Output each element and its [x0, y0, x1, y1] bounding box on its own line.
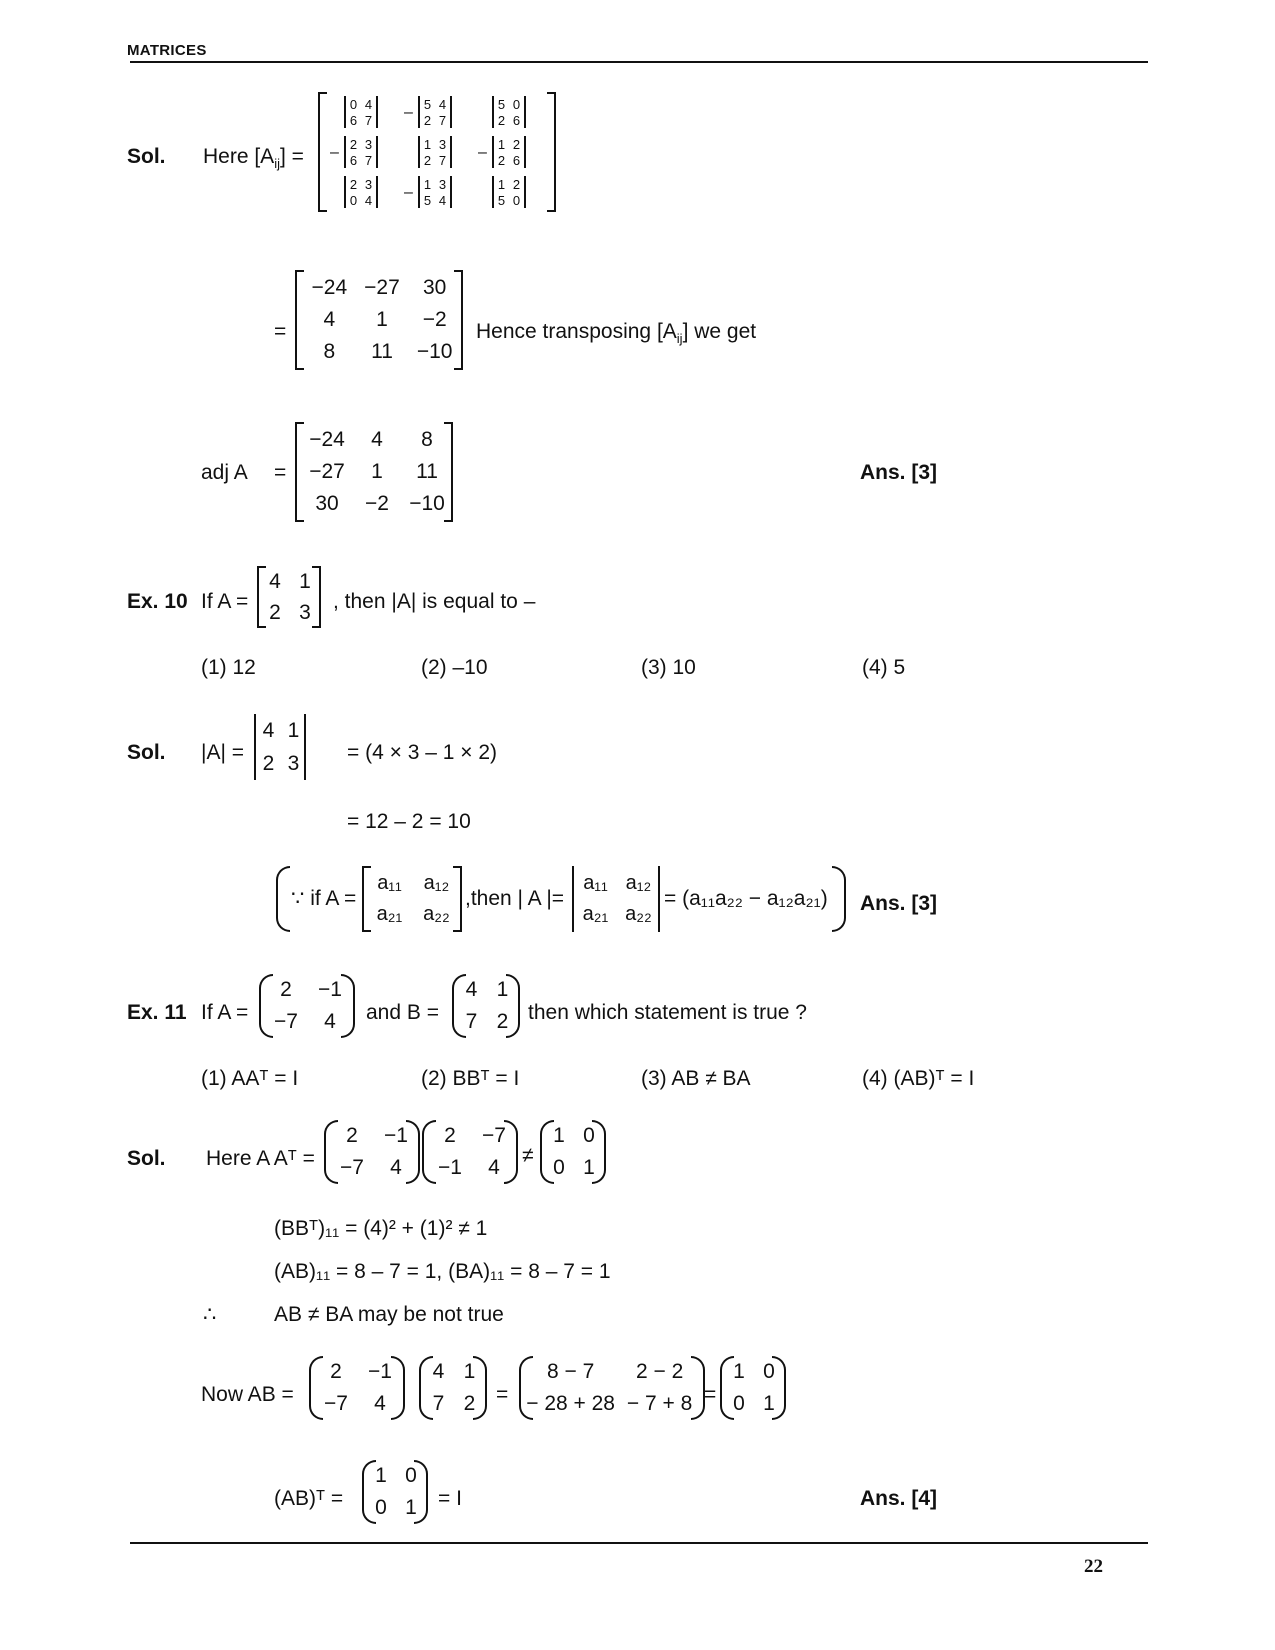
matrix-cell: 2 [269, 600, 281, 624]
step-1: = (4 × 3 – 1 × 2) [347, 741, 498, 764]
here-aat: Here A Aᵀ = [206, 1147, 315, 1170]
matrix-cell: 30 [422, 276, 447, 299]
matrix-cell: 1 [376, 308, 388, 331]
matrix-cell: −1 [318, 978, 342, 1001]
det-label: |A| = [201, 741, 245, 764]
minor-cell: 6 [512, 152, 521, 168]
minor-determinant [344, 96, 378, 128]
sol-label: Sol. [127, 741, 166, 764]
matrix-cell: a₂₁ [582, 903, 609, 925]
matrix-cell: a₁₂ [625, 872, 652, 894]
matrix-b-grid [456, 974, 518, 1038]
minor-determinant [492, 176, 526, 208]
minor-cell: 3 [364, 176, 373, 192]
minor-determinant [492, 96, 526, 128]
option-4: (4) 5 [862, 656, 906, 679]
matrix-cell: 1 [405, 1496, 417, 1519]
matrix-cell: 4 [324, 1010, 336, 1033]
matrix-cell: a₁₁ [583, 872, 608, 894]
now-ab: Now AB = [201, 1383, 294, 1406]
equals-sign: = [496, 1383, 509, 1406]
line-ab: (AB)₁₁ = 8 – 7 = 1, (BA)₁₁ = 8 – 7 = 1 [274, 1260, 611, 1283]
question-text: then which statement is true ? [528, 1001, 807, 1024]
minor-cell: 7 [438, 152, 447, 168]
cofactor-matrix-grid [303, 272, 461, 368]
matrix-cell: 1 [733, 1360, 745, 1383]
then-text: ,then | A |= [465, 887, 565, 910]
general-matrix-grid [366, 868, 460, 930]
minor-cell: 7 [364, 112, 373, 128]
matrix-cell: 0 [733, 1392, 745, 1415]
matrix-cell: 2 [444, 1124, 456, 1147]
matrix-cell: − 28 + 28 [526, 1392, 615, 1415]
minor-cell: 0 [512, 96, 521, 112]
sol-label: Sol. [127, 1147, 166, 1170]
matrix-cell: 3 [299, 600, 311, 624]
minor-cell: 5 [497, 96, 506, 112]
therefore-symbol: ∴ [203, 1303, 217, 1326]
identity-matrix-grid [544, 1120, 604, 1184]
minor-cell: 5 [423, 192, 432, 208]
matrix-cell: a₂₁ [376, 903, 403, 925]
matrix-cell: 1 [553, 1124, 565, 1147]
matrix-cell: − 7 + 8 [626, 1392, 693, 1415]
minor-cell: 7 [438, 112, 447, 128]
matrix-cell: 11 [371, 340, 393, 363]
page-header-title: MATRICES [127, 42, 207, 59]
minor-cell: 2 [497, 112, 506, 128]
matrix-cell: −2 [365, 492, 389, 515]
matrix-cell: 30 [315, 492, 339, 515]
matrix-cell: −10 [409, 492, 445, 515]
abt-matrix-grid [366, 1460, 426, 1524]
matrix-cell: 2 − 2 [635, 1360, 684, 1383]
line-maybe: AB ≠ BA may be not true [274, 1303, 504, 1326]
matrix-cell: a₂₂ [423, 903, 450, 925]
matrix-cell: 1 [583, 1156, 595, 1179]
matrix-cell: 4 [488, 1156, 500, 1179]
matrix-cell: −7 [274, 1010, 298, 1033]
matrix-cell: −24 [311, 276, 348, 299]
minor-cell: 3 [364, 136, 373, 152]
answer: Ans. [4] [860, 1487, 938, 1510]
because-text: ∵ if A = [291, 887, 357, 910]
matrix-m1-grid [330, 1120, 418, 1184]
minor-cell: 5 [423, 96, 432, 112]
minor-cell: 1 [423, 176, 432, 192]
minor-determinant [418, 176, 452, 208]
option-3: (3) AB ≠ BA [641, 1067, 751, 1090]
matrix-cell: −10 [416, 340, 453, 363]
minor-cell: 2 [512, 136, 521, 152]
matrix-a-grid [264, 974, 352, 1038]
matrix-cell: 1 [463, 1360, 476, 1383]
matrix-cell: 4 [262, 718, 275, 742]
minor-sign: – [330, 144, 339, 161]
minor-cell: 7 [364, 152, 373, 168]
equals-sign: = [704, 1383, 717, 1406]
matrix-cell: −1 [368, 1360, 392, 1383]
minor-cell: 6 [349, 112, 358, 128]
minor-cell: 6 [512, 112, 521, 128]
minor-cell: 2 [349, 136, 358, 152]
sol-label: Sol. [127, 145, 166, 168]
minor-determinant [418, 96, 452, 128]
minor-determinant [344, 176, 378, 208]
minor-cell: 2 [497, 152, 506, 168]
matrix-cell: 1 [287, 718, 300, 742]
equals-sign: = [274, 461, 287, 484]
minor-cell: 4 [438, 192, 447, 208]
not-equal-sign: ≠ [522, 1144, 534, 1167]
answer: Ans. [3] [860, 892, 938, 915]
matrix-cell: 0 [405, 1464, 417, 1487]
option-1: (1) AAᵀ = I [201, 1067, 299, 1090]
matrix-cell: 0 [553, 1156, 565, 1179]
if-a: If A = [201, 1001, 249, 1024]
minor-sign: – [478, 144, 487, 161]
here-aij: Here $[A_{ij}]$ = [203, 145, 304, 171]
minor-cell: 4 [438, 96, 447, 112]
answer: Ans. [3] [860, 461, 938, 484]
matrix-cell: 7 [432, 1392, 445, 1415]
line-bbt: (BBᵀ)₁₁ = (4)² + (1)² ≠ 1 [274, 1217, 488, 1240]
matrix-cell: 7 [465, 1010, 478, 1033]
minor-determinant [344, 136, 378, 168]
adj-matrix-grid [302, 424, 452, 520]
matrix-cell: −7 [482, 1124, 506, 1147]
matrix-cell: −2 [422, 308, 447, 331]
formula: = (a₁₁a₂₂ − a₁₂a₂₁) [664, 887, 828, 910]
matrix-cell: 4 [374, 1392, 386, 1415]
matrix-cell: −27 [309, 460, 345, 483]
general-determinant-grid [574, 868, 660, 930]
minor-determinant [492, 136, 526, 168]
matrix-m2-grid [428, 1120, 516, 1184]
product-b-grid [423, 1356, 485, 1420]
and-b: and B = [366, 1001, 439, 1024]
minor-cell: 3 [438, 176, 447, 192]
matrix-cell: 3 [287, 751, 300, 775]
product-a-grid [314, 1356, 402, 1420]
minor-cell: 4 [364, 96, 373, 112]
adj-label: adj A [201, 461, 248, 484]
matrix-cell: a₂₂ [625, 903, 652, 925]
matrix-cell: 1 [763, 1392, 775, 1415]
option-2: (2) BBᵀ = I [421, 1067, 520, 1090]
matrix-cell: 0 [763, 1360, 775, 1383]
option-1: (1) 12 [201, 656, 256, 679]
matrix-cell: −27 [364, 276, 400, 299]
minor-cell: 3 [438, 136, 447, 152]
minor-cell: 5 [497, 192, 506, 208]
matrix-cell: 1 [496, 978, 509, 1001]
minor-cell: 1 [497, 136, 506, 152]
minor-cell: 1 [423, 136, 432, 152]
matrix-cell: −7 [340, 1156, 364, 1179]
abt-end: = I [438, 1487, 462, 1510]
minor-cell: 0 [349, 96, 358, 112]
minors-grid [330, 92, 550, 212]
product-result-grid [724, 1356, 784, 1420]
matrix-cell: −1 [438, 1156, 462, 1179]
matrix-cell: 4 [432, 1360, 445, 1383]
if-a: If A = [201, 590, 249, 613]
minor-cell: 4 [364, 192, 373, 208]
matrix-cell: 2 [463, 1392, 476, 1415]
matrix-cell: 8 [421, 428, 433, 451]
minor-cell: 0 [349, 192, 358, 208]
equals-sign: = [274, 320, 287, 343]
minor-cell: 2 [349, 176, 358, 192]
minor-determinant [418, 136, 452, 168]
minor-cell: 2 [423, 112, 432, 128]
minor-cell: 0 [512, 192, 521, 208]
matrix-cell: 2 [280, 978, 292, 1001]
minor-cell: 2 [423, 152, 432, 168]
matrix-cell: 11 [416, 460, 438, 483]
matrix-cell: −7 [324, 1392, 348, 1415]
matrix-cell: a₁₂ [423, 872, 450, 894]
matrix-cell: 2 [262, 751, 275, 775]
step-2: = 12 – 2 = 10 [347, 810, 471, 833]
question-text: , then |A| is equal to – [333, 590, 536, 613]
example-label: Ex. 10 [127, 590, 188, 613]
determinant-grid [256, 714, 306, 780]
matrix-cell: 0 [583, 1124, 595, 1147]
matrix-cell: 4 [390, 1156, 402, 1179]
matrix-cell: 4 [323, 308, 336, 331]
matrix-cell: 1 [375, 1464, 387, 1487]
minor-cell: 2 [512, 176, 521, 192]
matrix-cell: 4 [465, 978, 478, 1001]
matrix-a-grid [260, 566, 320, 628]
matrix-cell: 8 [323, 340, 336, 363]
option-4: (4) (AB)ᵀ = I [862, 1067, 975, 1090]
matrix-cell: 1 [299, 569, 311, 593]
option-2: (2) –10 [421, 656, 488, 679]
hence-text: Hence transposing $[A_{ij}]$ we get [476, 320, 757, 346]
matrix-cell: 2 [496, 1010, 509, 1033]
product-expanded-grid [524, 1356, 702, 1420]
matrix-cell: 1 [371, 460, 383, 483]
matrix-cell: 2 [346, 1124, 358, 1147]
matrix-cell: 8 − 7 [546, 1360, 595, 1383]
option-3: (3) 10 [641, 656, 696, 679]
matrix-cell: a₁₁ [377, 872, 402, 894]
page-number: 22 [1084, 1556, 1103, 1577]
matrix-cell: −1 [384, 1124, 408, 1147]
matrix-cell: 2 [330, 1360, 342, 1383]
abt-label: (AB)ᵀ = [274, 1487, 344, 1510]
minor-sign: – [404, 104, 413, 121]
matrix-cell: 4 [269, 569, 281, 593]
minor-sign: – [404, 184, 413, 201]
footer-rule [130, 1542, 1148, 1544]
header-rule [130, 61, 1148, 63]
matrix-cell: 4 [371, 428, 383, 451]
matrix-cell: −24 [309, 428, 345, 451]
example-label: Ex. 11 [127, 1001, 187, 1024]
minor-cell: 6 [349, 152, 358, 168]
minor-cell: 1 [497, 176, 506, 192]
matrix-cell: 0 [375, 1496, 387, 1519]
